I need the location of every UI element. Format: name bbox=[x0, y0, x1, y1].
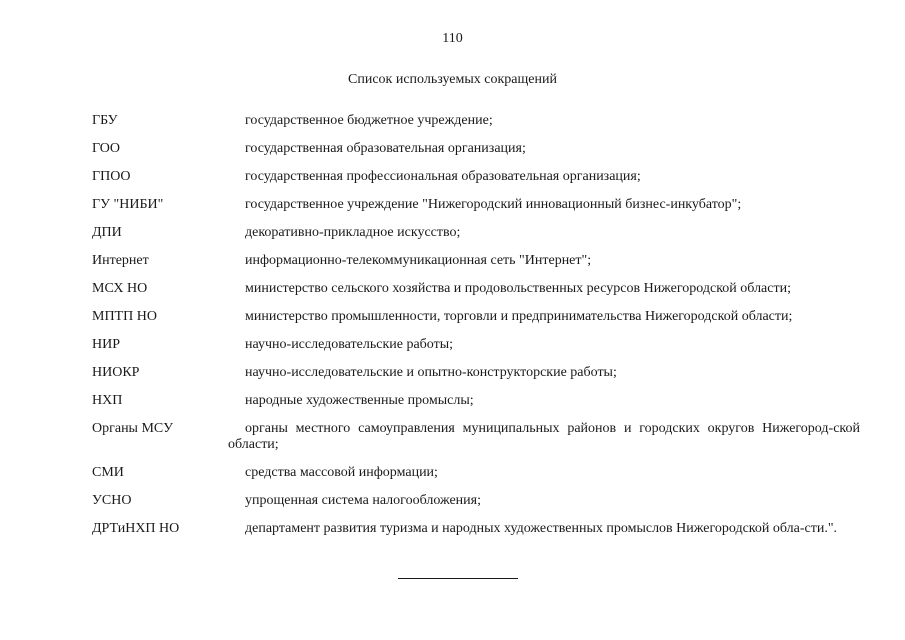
abbreviation-term: Интернет bbox=[92, 253, 149, 268]
abbreviation-row bbox=[0, 225, 905, 253]
abbreviation-definition: упрощенная система налогообложения; bbox=[245, 493, 481, 508]
abbreviation-term: ГБУ bbox=[92, 113, 118, 128]
abbreviation-definition: народные художественные промыслы; bbox=[245, 393, 474, 408]
abbreviation-definition: министерство сельского хозяйства и продовольственных ресурсов Нижегородской области; bbox=[245, 281, 791, 296]
abbreviation-row bbox=[0, 113, 905, 141]
abbreviation-row bbox=[0, 521, 905, 565]
abbreviation-term: НИР bbox=[92, 337, 121, 352]
abbreviation-term: УСНО bbox=[92, 493, 132, 508]
abbreviation-definition: средства массовой информации; bbox=[245, 465, 438, 480]
abbreviation-row bbox=[0, 337, 905, 365]
abbreviation-term: ГУ "НИБИ" bbox=[92, 197, 164, 212]
abbreviation-definition: государственное бюджетное учреждение; bbox=[245, 113, 493, 128]
abbreviation-definition: декоративно-прикладное искусство; bbox=[245, 225, 461, 240]
abbreviation-definition: научно-исследовательские работы; bbox=[245, 337, 454, 352]
abbreviation-term: ГОО bbox=[92, 141, 120, 156]
abbreviation-row bbox=[0, 393, 905, 421]
abbreviation-term: НИОКР bbox=[92, 365, 140, 380]
abbreviation-row bbox=[0, 309, 905, 337]
abbreviation-row bbox=[0, 169, 905, 197]
abbreviation-definition: департамент развития туризма и народных художественных промыслов Нижегородской обла-сти.". bbox=[245, 521, 838, 536]
abbreviation-term: НХП bbox=[92, 393, 123, 408]
abbreviation-definition: министерство промышленности, торговли и предпринимательства Нижегородской области; bbox=[245, 309, 793, 324]
abbreviation-definition: государственная профессиональная образовательная организация; bbox=[245, 169, 641, 184]
abbreviation-row bbox=[0, 493, 905, 521]
abbreviation-definition: органы местного самоуправления муниципальных районов и городских округов Нижегород-ской области; bbox=[228, 421, 860, 452]
abbreviation-row bbox=[0, 281, 905, 309]
abbreviation-row bbox=[0, 253, 905, 281]
abbreviation-term: ГПОО bbox=[92, 169, 131, 184]
abbreviation-row bbox=[0, 421, 905, 465]
abbreviation-term: МСХ НО bbox=[92, 281, 148, 296]
abbreviation-definition: научно-исследовательские и опытно-конструкторские работы; bbox=[245, 365, 617, 380]
page-title: Список используемых сокращений bbox=[348, 72, 557, 87]
abbreviation-term: ДРТиНХП НО bbox=[92, 521, 180, 536]
page-number: 110 bbox=[442, 31, 463, 46]
abbreviation-term: ДПИ bbox=[92, 225, 122, 240]
abbreviation-definition: государственное учреждение "Нижегородский инновационный бизнес-инкубатор"; bbox=[245, 197, 742, 212]
abbreviation-list bbox=[0, 113, 905, 565]
end-separator-line bbox=[398, 578, 518, 579]
abbreviation-row bbox=[0, 197, 905, 225]
abbreviation-term: МПТП НО bbox=[92, 309, 157, 324]
abbreviation-term: Органы МСУ bbox=[92, 421, 173, 436]
abbreviation-term: СМИ bbox=[92, 465, 124, 480]
abbreviation-definition: государственная образовательная организация; bbox=[245, 141, 526, 156]
abbreviation-row bbox=[0, 141, 905, 169]
abbreviation-row bbox=[0, 465, 905, 493]
abbreviation-definition: информационно-телекоммуникационная сеть "Интернет"; bbox=[245, 253, 592, 268]
abbreviation-row bbox=[0, 365, 905, 393]
